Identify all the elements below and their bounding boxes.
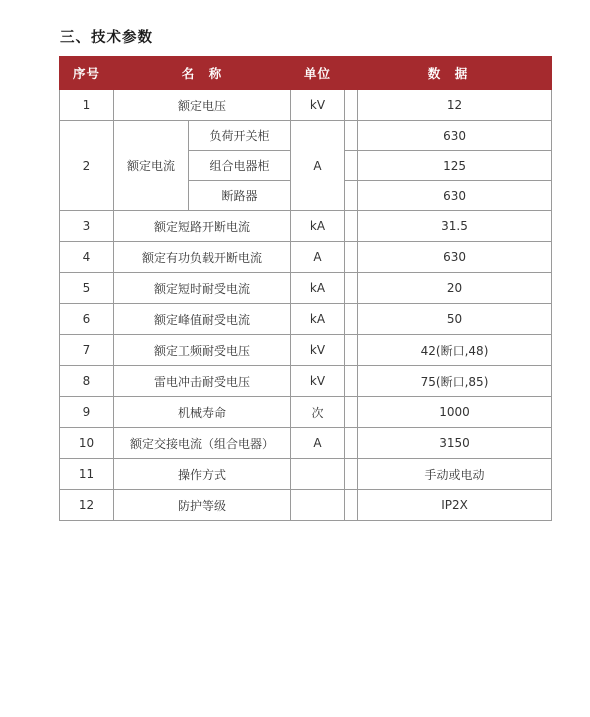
row-gap-cell [345,181,358,211]
row-gap-cell [345,428,358,459]
row-value: 1000 [358,397,552,428]
row-seq: 9 [60,397,114,428]
row-gap-cell [345,459,358,490]
row-name: 雷电冲击耐受电压 [114,366,291,397]
row-name: 机械寿命 [114,397,291,428]
row-seq: 5 [60,273,114,304]
row-seq: 2 [60,121,114,211]
row-name: 额定短时耐受电流 [114,273,291,304]
row-name: 额定电压 [114,90,291,121]
table-row [60,121,552,151]
row-name: 操作方式 [114,459,291,490]
row-value: 630 [358,181,552,211]
row-unit: kV [291,366,345,397]
row-seq: 4 [60,242,114,273]
table-row [60,335,552,366]
row-unit: kA [291,211,345,242]
table-row [60,397,552,428]
header-seq: 序号 [60,57,114,90]
table-row [60,459,552,490]
row-unit: kA [291,273,345,304]
table-header-row [60,57,552,90]
row-gap-cell [345,151,358,181]
row-value: 12 [358,90,552,121]
row-gap-cell [345,490,358,521]
row-seq: 1 [60,90,114,121]
table-row [60,428,552,459]
table-row [60,490,552,521]
row-name: 额定短路开断电流 [114,211,291,242]
row-seq: 10 [60,428,114,459]
row-gap-cell [345,273,358,304]
section-title: 三、技术参数 [60,30,153,46]
header-data: 数 据 [345,57,552,90]
row-gap-cell [345,335,358,366]
row-unit [291,490,345,521]
row-value: 手动或电动 [358,459,552,490]
row-name: 额定工频耐受电压 [114,335,291,366]
row-seq: 11 [60,459,114,490]
row-gap-cell [345,90,358,121]
table-row [60,211,552,242]
row-sub-name: 负荷开关柜 [189,121,291,151]
table-row [60,90,552,121]
row-gap-cell [345,121,358,151]
row-seq: 12 [60,490,114,521]
row-value: 20 [358,273,552,304]
table-row [60,366,552,397]
row-value: 42(断口,48) [358,335,552,366]
table-row [60,304,552,335]
row-unit: A [291,242,345,273]
row-unit: kV [291,90,345,121]
row-value: 50 [358,304,552,335]
row-value: IP2X [358,490,552,521]
row-unit: A [291,428,345,459]
row-unit: A [291,121,345,211]
row-value: 630 [358,242,552,273]
row-seq: 6 [60,304,114,335]
row-value: 630 [358,121,552,151]
row-gap-cell [345,366,358,397]
row-name: 防护等级 [114,490,291,521]
row-value: 125 [358,151,552,181]
row-name: 额定电流 [114,121,189,211]
row-unit: 次 [291,397,345,428]
row-unit: kV [291,335,345,366]
row-unit [291,459,345,490]
row-gap-cell [345,304,358,335]
row-gap-cell [345,211,358,242]
row-unit: kA [291,304,345,335]
table-row [60,242,552,273]
table-row [60,273,552,304]
row-gap-cell [345,242,358,273]
row-name: 额定交接电流（组合电器） [114,428,291,459]
header-unit: 单位 [291,57,345,90]
row-name: 额定有功负载开断电流 [114,242,291,273]
row-seq: 8 [60,366,114,397]
row-value: 31.5 [358,211,552,242]
row-seq: 3 [60,211,114,242]
technical-parameters-table [59,56,552,521]
row-seq: 7 [60,335,114,366]
header-name: 名 称 [114,57,291,90]
row-sub-name: 组合电器柜 [189,151,291,181]
row-gap-cell [345,397,358,428]
row-name: 额定峰值耐受电流 [114,304,291,335]
row-sub-name: 断路器 [189,181,291,211]
row-value: 3150 [358,428,552,459]
row-value: 75(断口,85) [358,366,552,397]
